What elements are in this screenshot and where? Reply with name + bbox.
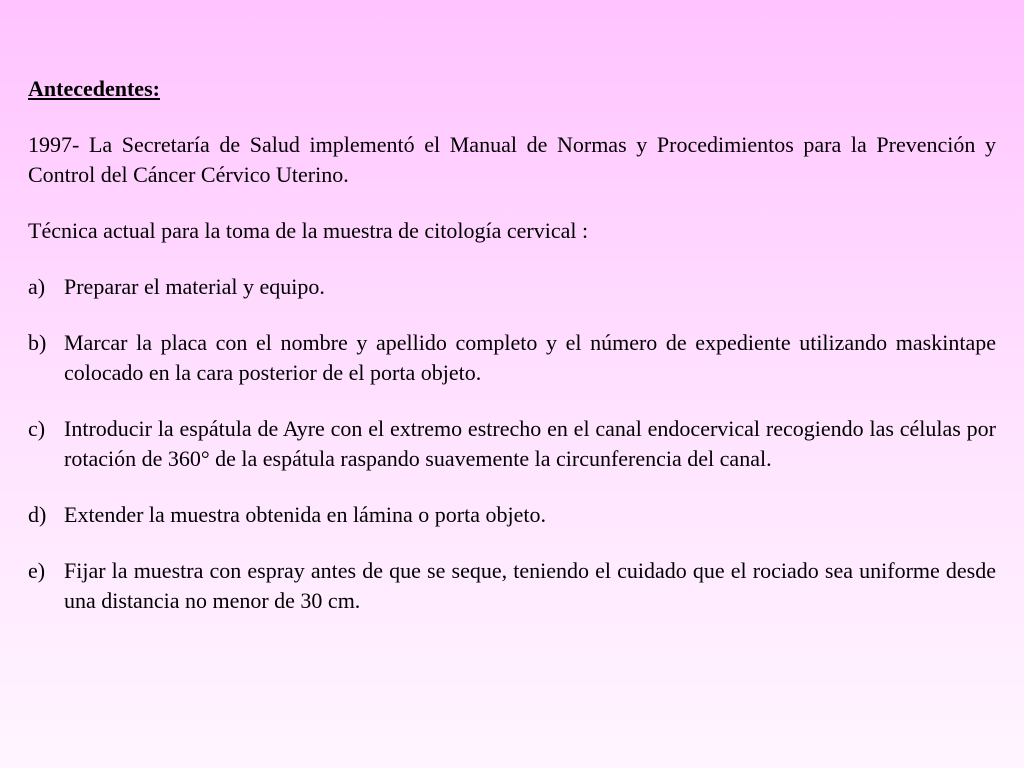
list-marker: e): [28, 558, 46, 583]
list-item: [28, 556, 996, 616]
list-item-text: Extender la muestra obtenida en lámina o porta objeto.: [64, 502, 547, 527]
slide-heading: Antecedentes:: [28, 76, 160, 101]
list-marker: d): [28, 502, 47, 527]
list-item: [28, 414, 996, 474]
procedure-list: [28, 272, 996, 616]
list-item-text: Preparar el material y equipo.: [64, 274, 325, 299]
list-marker: a): [28, 274, 46, 299]
list-item: [28, 500, 996, 530]
list-item: [28, 328, 996, 388]
list-item: [28, 272, 996, 302]
list-marker: c): [28, 416, 46, 441]
intro-paragraph: 1997- La Secretaría de Salud implementó el Manual de Normas y Procedimientos para la Prevención y Control del Cáncer Cérvico Uterino.: [28, 132, 996, 187]
technique-subheading: Técnica actual para la toma de la muestra de citología cervical :: [28, 218, 589, 243]
list-item-text: Introducir la espátula de Ayre con el extremo estrecho en el canal endocervical recogiendo las células por rotación de 360° de la espátula raspando suavemente la circunferencia del canal.: [64, 416, 996, 471]
list-marker: b): [28, 330, 47, 355]
list-item-text: Marcar la placa con el nombre y apellido completo y el número de expediente utilizando maskintape colocado en la cara posterior de el porta objeto.: [64, 330, 996, 385]
list-item-text: Fijar la muestra con espray antes de que se seque, teniendo el cuidado que el rociado sea uniforme desde una distancia no menor de 30 cm.: [64, 558, 996, 613]
